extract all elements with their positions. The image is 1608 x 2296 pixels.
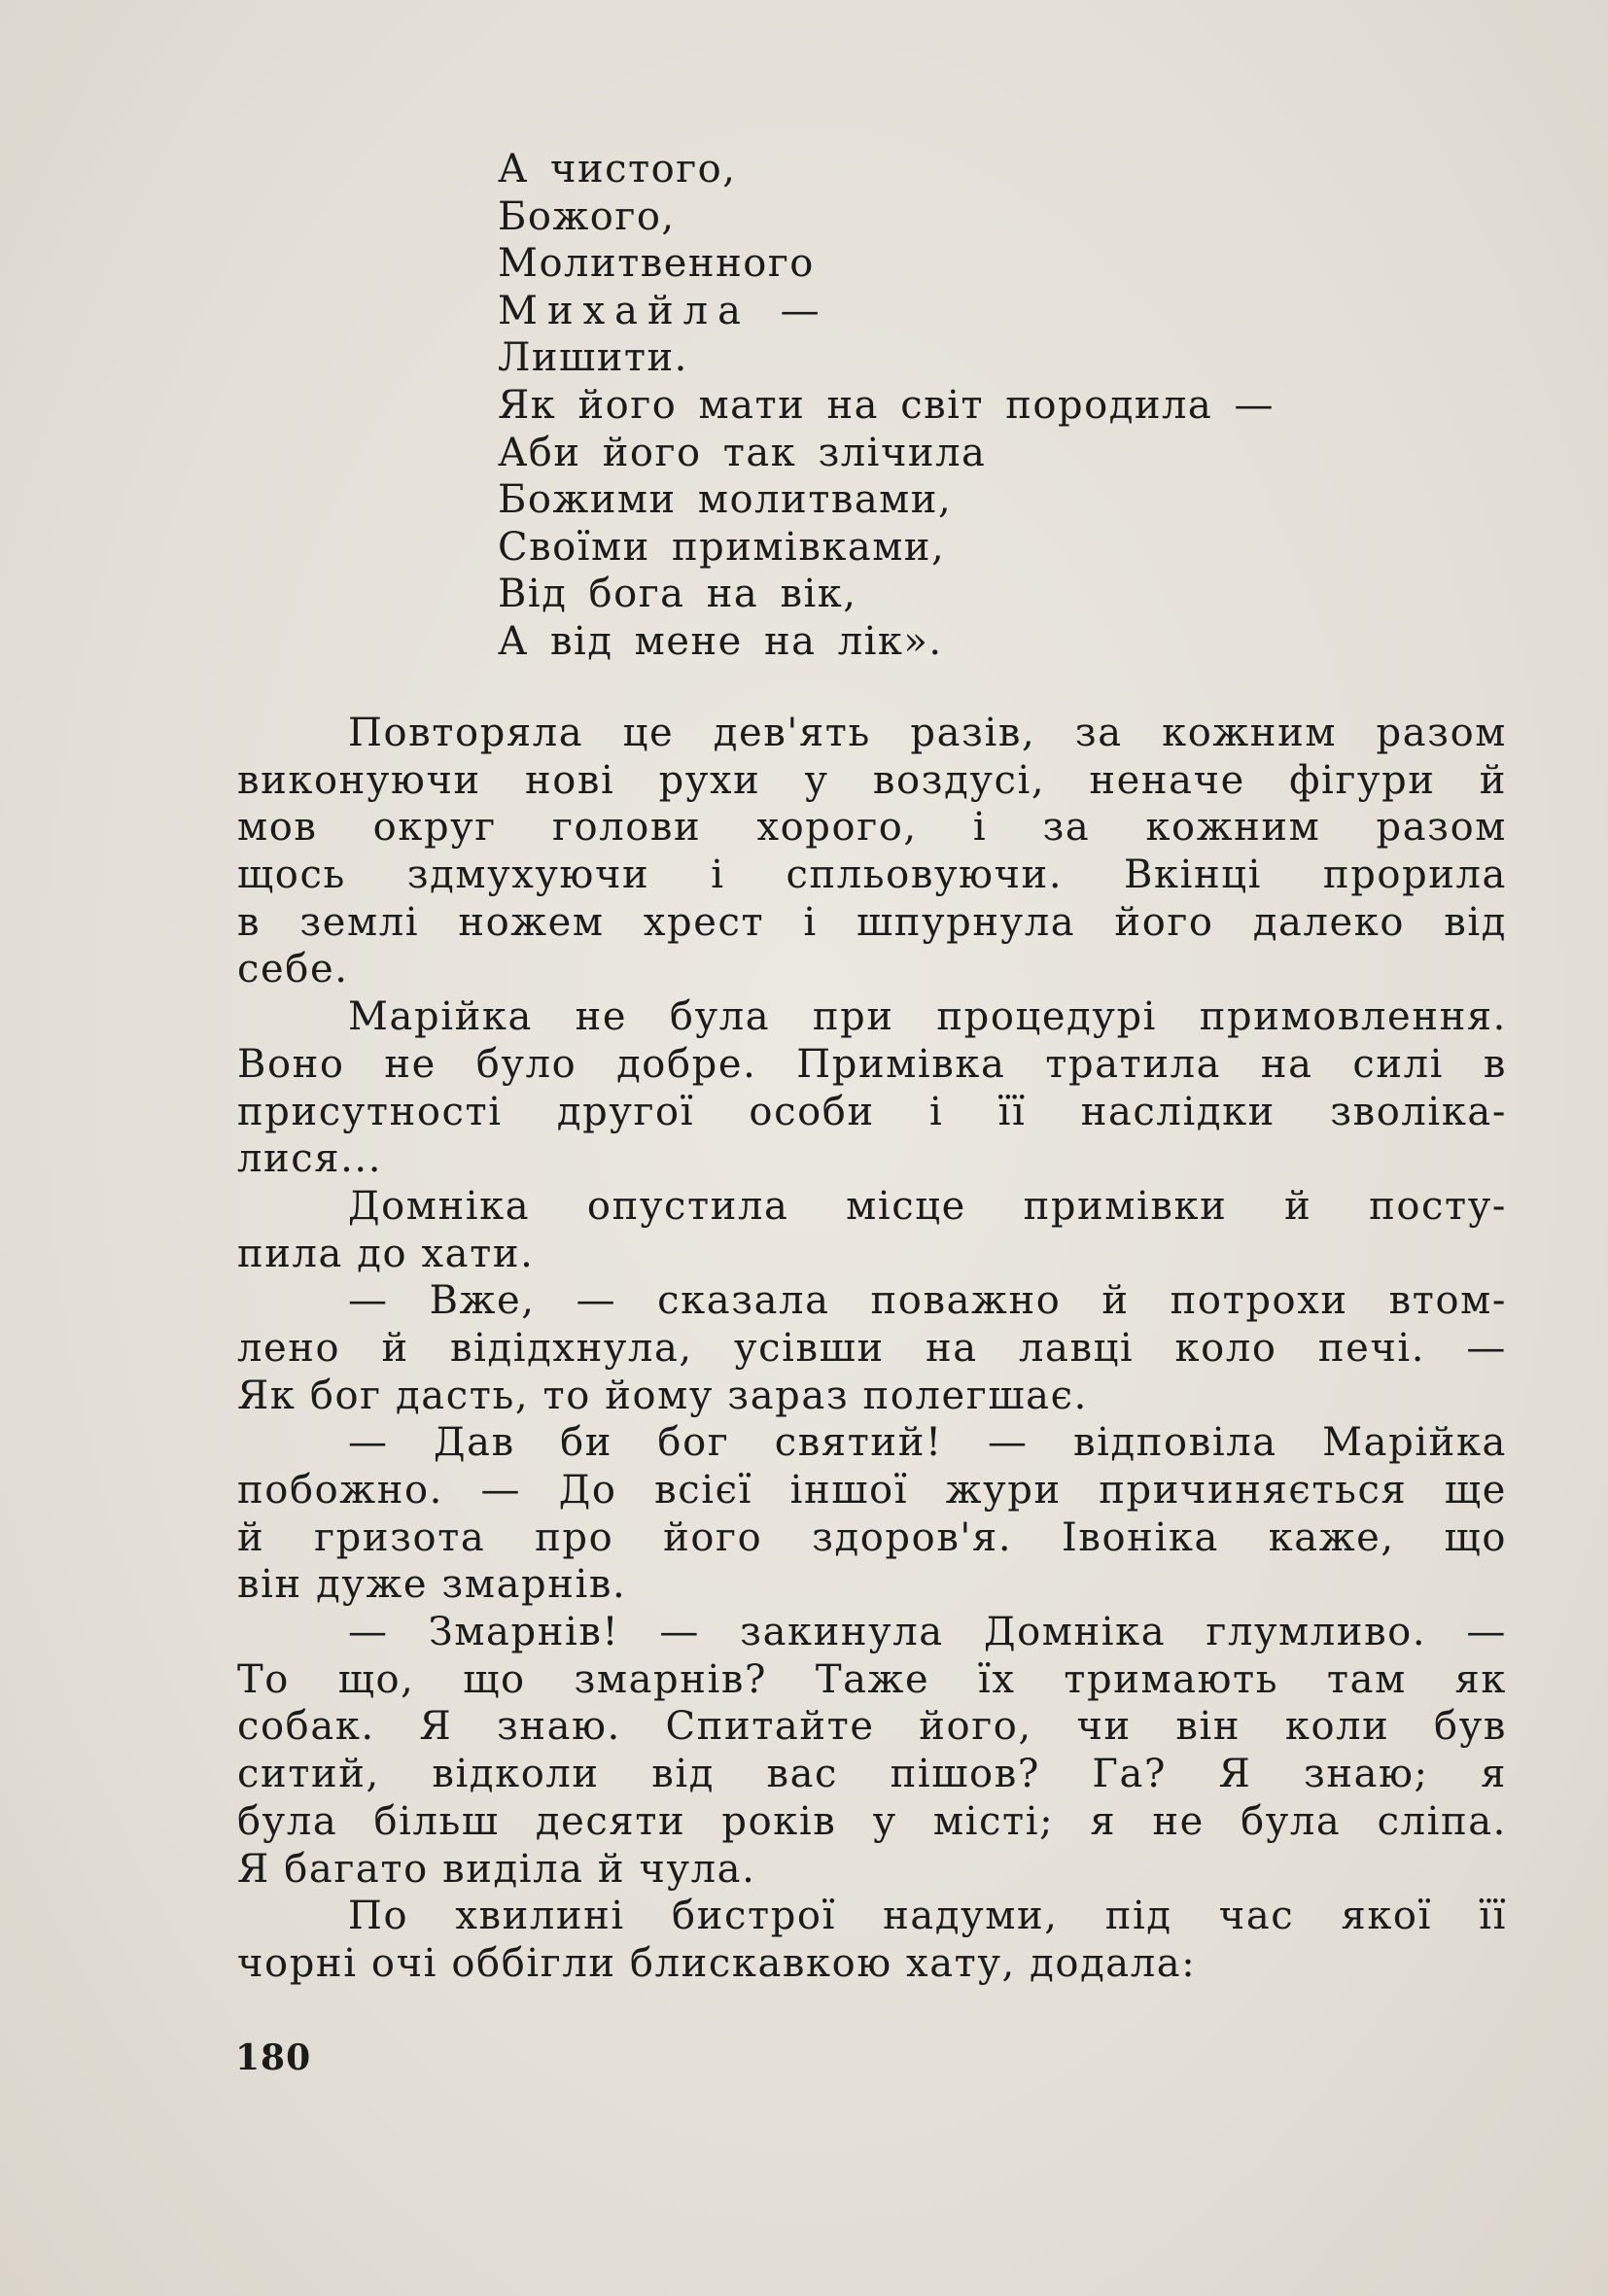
prose-line: пила до хати. xyxy=(237,1231,535,1276)
prose-line: Як бог дасть, то йому зараз полегшає. xyxy=(237,1373,1088,1418)
prose-line: Я багато виділа й чула. xyxy=(237,1846,756,1892)
prose-line: Марійка не була при процедурі примовлення. xyxy=(348,994,1507,1040)
verse-line: Від бога на вік, xyxy=(498,572,857,617)
prose-line: Повторяла це дев'ять разів, за кожним разом xyxy=(348,711,1507,755)
verse-line: Як його мати на світ породила — xyxy=(498,382,1275,428)
verse-line: Лишити. xyxy=(498,335,688,381)
prose-line: він дуже змарнів. xyxy=(237,1562,627,1608)
prose-line: в землі ножем хрест і шпурнула його далеко від xyxy=(237,899,1507,945)
prose-line: й гризота про його здоров'я. Івоніка каже, що xyxy=(237,1514,1507,1560)
prose-line: Воно не було добре. Примівка тратила на силі в xyxy=(237,1041,1507,1087)
prose-line: мов округ голови хорого, і за кожним разом xyxy=(237,805,1507,851)
prose-line: побожно. — До всієї іншої жури причиняється ще xyxy=(237,1468,1507,1513)
prose-line: — Вже, — сказала поважно й потрохи втом- xyxy=(348,1278,1507,1324)
prose-line: По хвилині бистрої надуми, під час якої її xyxy=(348,1894,1507,1939)
verse-line: А від мене на лік». xyxy=(498,618,943,664)
prose-line: Домніка опустила місце примівки й посту- xyxy=(348,1183,1507,1229)
verse-line: Молитвенного xyxy=(498,241,815,287)
page-number: 180 xyxy=(235,2037,312,2078)
verse-line: Аби його так злічила xyxy=(498,430,987,475)
prose-line: присутності другої особи і її наслідки зволіка- xyxy=(237,1089,1507,1134)
prose-line: щось здмухуючи і спльовуючи. Вкінці прорила xyxy=(237,852,1507,898)
prose-block xyxy=(237,710,1507,1988)
prose-line: лися... xyxy=(237,1136,383,1182)
verse-line: Божого, xyxy=(498,193,676,239)
prose-line: собак. Я знаю. Спитайте його, чи він коли був xyxy=(237,1704,1507,1750)
prose-line: То що, що змарнів? Таже їх тримають там як xyxy=(237,1656,1507,1702)
prose-line: виконуючи нові рухи у воздусі, неначе фігури й xyxy=(237,757,1507,803)
prose-line: себе. xyxy=(237,947,349,992)
prose-line: чорні очі оббігли блискавкою хату, додала: xyxy=(237,1940,1197,1986)
verse-line: Своїми примівками, xyxy=(498,524,946,570)
prose-line: була більш десяти років у місті; я не була сліпа. xyxy=(237,1798,1507,1844)
verse-line: Михайла — xyxy=(498,288,829,333)
prose-line: — Змарнів! — закинула Домніка глумливо. — xyxy=(348,1610,1507,1655)
verse-line: А чистого, xyxy=(498,147,737,191)
prose-line: ситий, відколи від вас пішов? Га? Я знаю; я xyxy=(237,1752,1507,1797)
verse-line: Божими молитвами, xyxy=(498,477,953,523)
prose-line: лено й відідхнула, усівши на лавці коло печі. — xyxy=(237,1325,1507,1371)
prose-line: — Дав би бог святий! — відповіла Марійка xyxy=(348,1420,1507,1466)
verse-block xyxy=(498,146,1275,666)
